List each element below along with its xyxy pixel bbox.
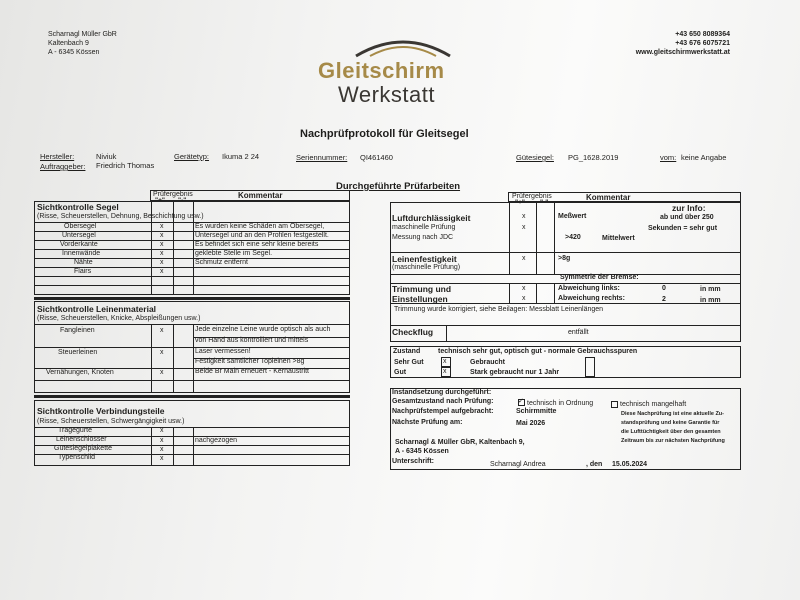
leinen-row-comment: Festigkeit sämtlicher Topleinen >8g [195,358,305,365]
luft-title: Luftdurchlässigkeit [392,213,471,223]
zur-info-label: zur Info: [672,203,706,213]
firma-line-1: Scharnagl & Müller GbR, Kaltenbach 9, [395,439,525,446]
guetesiegel-label: Gütesiegel: [516,153,554,162]
tech-ok-check-icon: ✓ [518,398,524,405]
leinen-row-comment: von Hand aus kontrolliert und mittels [195,337,309,344]
stempel-value: Schirmmitte [516,408,557,415]
abweichung-links-label: Abweichung links: [558,285,620,292]
disclaimer-line: Diese Nachprüfung ist eine aktuelle Zu- [621,411,724,417]
luft-value: >420 [565,234,581,241]
unterschrift-name: Scharnagl Andrea [490,461,546,468]
trimmung-title-2: Einstellungen [392,294,448,304]
firma-line-2: A - 6345 Kössen [395,448,449,455]
segel-row-comment: Untersegel und an den Profilen festgestellt. [195,232,329,239]
company-street: Kaltenbach 9 [48,40,89,47]
hersteller-value: Niviuk [96,152,117,161]
segel-row-mark: x [160,250,164,257]
verbindung-row-label: Leinenschlösser [56,436,107,443]
verbindung-row-mark: x [160,455,164,462]
datum-value: 15.05.2024 [612,461,648,468]
checkflug-label: Checkflug [392,327,434,337]
gesamtzustand-label: Gesamtzustand nach Prüfung: [392,398,494,405]
stark-gebraucht-label: Stark gebraucht nur 1 Jahr [470,369,560,376]
stempel-label: Nachprüfstempel aufgebracht: [392,408,494,415]
zustand-label: Zustand [393,348,421,355]
abweichung-rechts-value: 2 [662,296,666,303]
section-title: Durchgeführte Prüfarbeiten [336,181,461,192]
abweichung-rechts-unit: in mm [700,297,721,304]
logo-text-werkstatt: Werkstatt [338,82,436,107]
verbindung-title: Sichtkontrolle Verbindungsteile [37,406,165,416]
den-label: , den [586,461,603,468]
leinen-row-mark: x [160,349,164,356]
messwert-label: Meßwert [558,213,587,220]
disclaimer-line: Zeitraum bis zur nächsten Nachprüfung [621,438,725,444]
vom-value: keine Angabe [681,153,727,162]
verbindung-row-label: Gütesiegelplakette [54,445,112,452]
segel-row-label: Obersegel [64,223,97,230]
verbindung-row-label: Typenschild [58,454,95,461]
col-header-minus: "-" [178,197,187,204]
gut-mark: x [443,368,447,375]
seriennummer-label: Seriennummer: [296,153,348,162]
auftraggeber-label: Auftraggeber: [40,162,86,171]
sehr-gut-label: Sehr Gut [394,359,424,366]
leinen-row-mark: x [160,327,164,334]
luft-mark-2: x [522,224,526,231]
verbindung-row-mark: x [160,427,164,434]
hersteller-label: Hersteller: [40,152,75,161]
sehr-gut-mark: x [443,358,447,365]
leinen-row-comment: Beide Br Main erneuert - Kernaustritt [195,368,309,375]
segel-title: Sichtkontrolle Segel [37,202,119,212]
geraetetyp-value: Ikuma 2 24 [222,152,260,161]
leinen-row-label: Fangleinen [60,327,95,334]
gut-label: Gut [394,369,407,376]
leinenfestigkeit-value: >8g [558,255,571,262]
guetesiegel-value: PG_1628.2019 [568,153,619,162]
geraetetyp-label: Gerätetyp: [174,152,210,161]
naechste-pruefung-label: Nächste Prüfung am: [392,419,463,426]
leinen-row-comment: Jede einzelne Leine wurde optisch als auch [195,326,331,333]
gebraucht-label: Gebraucht [470,359,506,366]
leinenfestigkeit-mark: x [522,255,526,262]
col-header-pruefergebnis: Prüfergebnis [153,191,193,198]
trimmung-mark-1: x [522,285,526,292]
segel-row-label: Vorderkante [60,241,98,248]
leinen-row-label: Vernähungen, Knoten [46,369,114,376]
trimmung-title-1: Trimmung und [392,284,452,294]
tech-mangel-label: technisch mangelhaft [620,401,687,408]
company-city: A - 6345 Kössen [48,49,100,56]
luft-sub-1: maschinelle Prüfung [392,224,456,231]
leinenfestigkeit-sub: (maschinelle Prüfung) [392,264,461,271]
segel-row-label: Untersegel [62,232,96,239]
leinen-title: Sichtkontrolle Leinenmaterial [37,304,157,314]
company-address [48,30,117,57]
verbindung-row-comment: nachgezogen [195,437,238,444]
segel-row-comment: Es wurden keine Schäden am Obersegel, [195,223,325,230]
seriennummer-value: QI461460 [360,153,393,162]
verbindung-subtitle: (Risse, Scheuerstellen, Schwergängigkeit usw.) [37,418,185,425]
disclaimer-line: standsprüfung und keine Garantie für [621,420,720,426]
logo-text-gleitschirm: Gleitschirm [318,58,445,83]
logo-arc-icon [348,34,458,60]
symmetrie-label: Symmetrie der Bremse: [560,274,639,281]
segel-row-mark: x [160,268,164,275]
col-header-plus-right: "+" [515,199,525,206]
sekunden-sehr-gut: Sekunden = sehr gut [648,225,718,232]
website: www.gleitschirmwerkstatt.at [635,49,730,56]
auftraggeber-value: Friedrich Thomas [96,161,155,170]
segel-row-comment: Schmutz entfernt [195,259,248,266]
segel-row-comment: Es befindet sich eine sehr kleine bereits [195,241,319,248]
col-header-pruefergebnis-right: Prüfergebnis [512,193,552,200]
segel-row-mark: x [160,241,164,248]
verbindung-row-mark: x [160,437,164,444]
section-divider [34,297,350,300]
section-divider [34,395,350,398]
company-name: Scharnagl Müller GbR [48,31,117,38]
phone-2: +43 676 6075721 [675,40,730,47]
verbindung-row-label: Tragegurte [58,427,92,434]
trimmung-mark-2: x [522,295,526,302]
table-right [390,202,741,342]
col-header-plus: "+" [155,197,165,204]
col-header-minus-right: "-" [540,199,549,206]
ab-ueber-250: ab und über 250 [660,214,714,221]
leinen-subtitle: (Risse, Scheuerstellen, Knicke, Abspleißungen usw.) [37,315,201,322]
leinen-row-comment: Laser vermessen! [195,348,251,355]
disclaimer-note [621,410,725,446]
trimmung-note: Trimmung wurde korrigiert, siehe Beilagen: Messblatt Leinenlängen [394,306,604,313]
verbindung-row-mark: x [160,446,164,453]
segel-row-comment: geklebte Stelle im Segel. [195,250,273,257]
company-contact [636,30,730,57]
naechste-pruefung-value: Mai 2026 [516,420,546,427]
segel-subtitle: (Risse, Scheuerstellen, Dehnung, Beschichtung usw.) [37,213,204,220]
abweichung-rechts-label: Abweichung rechts: [558,295,625,302]
luft-mark-1: x [522,213,526,220]
luft-sub-2: Messung nach JDC [392,234,454,241]
leinenfestigkeit-title: Leinenfestigkeit [392,254,457,264]
mittelwert-label: Mittelwert [602,235,635,242]
segel-row-mark: x [160,232,164,239]
vom-label: vom: [660,153,677,162]
instandsetzung-title: Instandsetzung durchgeführt: [392,389,492,396]
tech-mangel-checkbox[interactable] [611,401,618,408]
segel-row-label: Flairs [74,268,92,275]
abweichung-links-unit: in mm [700,286,721,293]
segel-row-label: Innenwände [62,250,101,257]
zustand-description: technisch sehr gut, optisch gut - normale Gebrauchsspuren [438,348,638,355]
abweichung-links-value: 0 [662,285,666,292]
phone-1: +43 650 8089364 [675,31,730,38]
gebraucht-checkbox[interactable] [585,357,595,377]
leinen-row-label: Steuerleinen [58,349,98,356]
tech-ok-label: technisch in Ordnung [527,400,594,407]
unterschrift-label: Unterschrift: [392,458,435,465]
segel-row-mark: x [160,223,164,230]
leinen-row-mark: x [160,369,164,376]
col-header-kommentar-right: Kommentar [586,193,631,202]
segel-row-mark: x [160,259,164,266]
disclaimer-line: die Lufttüchtigkeit über den gesamten [621,429,721,435]
document-title: Nachprüfprotokoll für Gleitsegel [300,128,469,140]
col-header-kommentar: Kommentar [238,191,283,200]
checkflug-value: entfällt [568,329,589,336]
segel-row-label: Nähte [74,259,93,266]
